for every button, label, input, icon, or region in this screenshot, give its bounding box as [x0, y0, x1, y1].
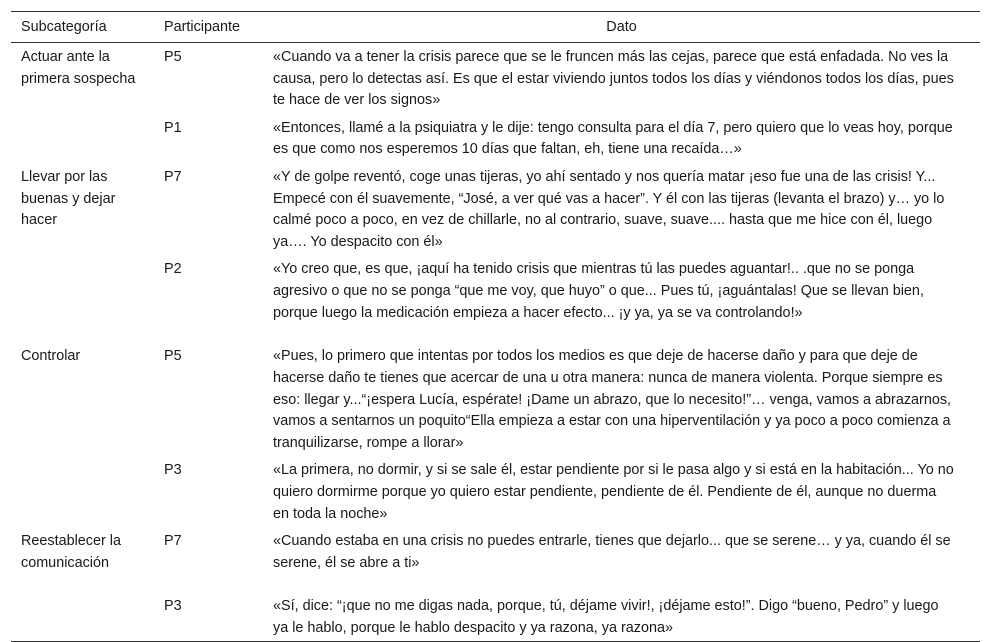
quote-cell: «Sí, dice: “¡que no me digas nada, porque, tú, déjame vivir!, ¡déjame esto!”. Digo “bueno, Pedro” y luego ya le hablo, porque le hablo despacito y ya razona, ya razona»	[273, 598, 939, 636]
header-data: Dato	[606, 19, 637, 35]
table-row	[11, 163, 980, 255]
quote-cell: «Yo creo que, es que, ¡aquí ha tenido crisis que mientras tú las puedes aguantar!.. .que no se ponga agresivo o que no se ponga “que me voy, que huyo” o que... Pues tú, ¡aguántalas! Que se llevan bien, porque luego la medicación empieza a hacer efecto... ¡y ya, ya se va controlando!»	[273, 261, 924, 321]
table-row	[11, 43, 980, 114]
participant-cell: P5	[164, 49, 182, 65]
subcategory-cell: Actuar ante la primera sospecha	[21, 49, 136, 87]
header-subcategory: Subcategoría	[21, 19, 107, 35]
results-table	[11, 11, 980, 642]
participant-cell: P3	[164, 598, 182, 615]
quote-cell: «Pues, lo primero que intentas por todos los medios es que deje de hacerse daño y para que deje de hacerse daño te tienes que acercar de una u otra manera: nunca de manera violenta. Porque siempre es eso: llegar y...“¡espera Lucía, espérate! ¡Dame un abrazo, que lo necesito!”… venga, vamos a abrazarnos, vamos a sentarnos un poquito“Ella empieza a estar con una hiperventilación y ya poco a poco comienza a tranquilizarse, rompe a llorar»	[273, 348, 952, 451]
subcategory-cell: Controlar	[21, 348, 81, 365]
table-row	[11, 342, 980, 456]
quote-cell: «La primera, no dormir, y si se sale él, estar pendiente por si le pasa algo y si está en la habitación... Yo no quiero dormirme porque yo quiero estar pendiente, pendiente de él. Pendiente de él, aunque no duerma en toda la noche»	[273, 462, 954, 522]
table-header	[11, 12, 980, 43]
results-table-container	[11, 11, 980, 642]
quote-cell: «Y de golpe reventó, coge unas tijeras, yo ahí sentado y nos quería matar ¡eso fue una de las crisis! Y... Empecé con él suavemente, “José, a ver qué vas a hacer”. Y él con las tijeras (levanta el brazo) y… yo lo calmé poco a poco, en vez de chillarle, no al contrario, suave, suave.... hasta que me hice con él, luego ya…. Yo despacito con él»	[273, 168, 945, 250]
participant-cell: P5	[164, 348, 182, 365]
participant-cell: P7	[164, 168, 182, 185]
participant-cell: P1	[164, 119, 182, 136]
header-participant: Participante	[164, 19, 240, 35]
participant-cell: P7	[164, 533, 182, 550]
quote-cell: «Cuando estaba en una crisis no puedes entrarle, tienes que dejarlo... que se serene… y ya, cuando él se serene, él se abre a ti»	[273, 533, 951, 571]
quote-cell: «Cuando va a tener la crisis parece que se le fruncen más las cejas, parece que está enfadada. No ves la causa, pero lo detectas así. Es que el estar viviendo juntos todos los días y viéndonos todos los días, pues te hace de ver los signos»	[273, 49, 954, 109]
table-body	[11, 43, 980, 642]
table-row	[11, 114, 980, 163]
subcategory-cell: Llevar por las buenas y dejar hacer	[21, 168, 116, 229]
header-row	[11, 12, 980, 43]
participant-cell: P2	[164, 261, 182, 278]
table-row	[11, 592, 980, 642]
table-row	[11, 527, 980, 592]
subcategory-cell: Reestablecer la comunicación	[21, 533, 121, 571]
quote-cell: «Entonces, llamé a la psiquiatra y le dije: tengo consulta para el día 7, pero quiero que lo veas hoy, porque es que como nos esperemos 10 días que faltan, eh, tiene una recaída…»	[273, 119, 953, 158]
table-row	[11, 456, 980, 527]
table-row	[11, 255, 980, 342]
participant-cell: P3	[164, 462, 182, 479]
